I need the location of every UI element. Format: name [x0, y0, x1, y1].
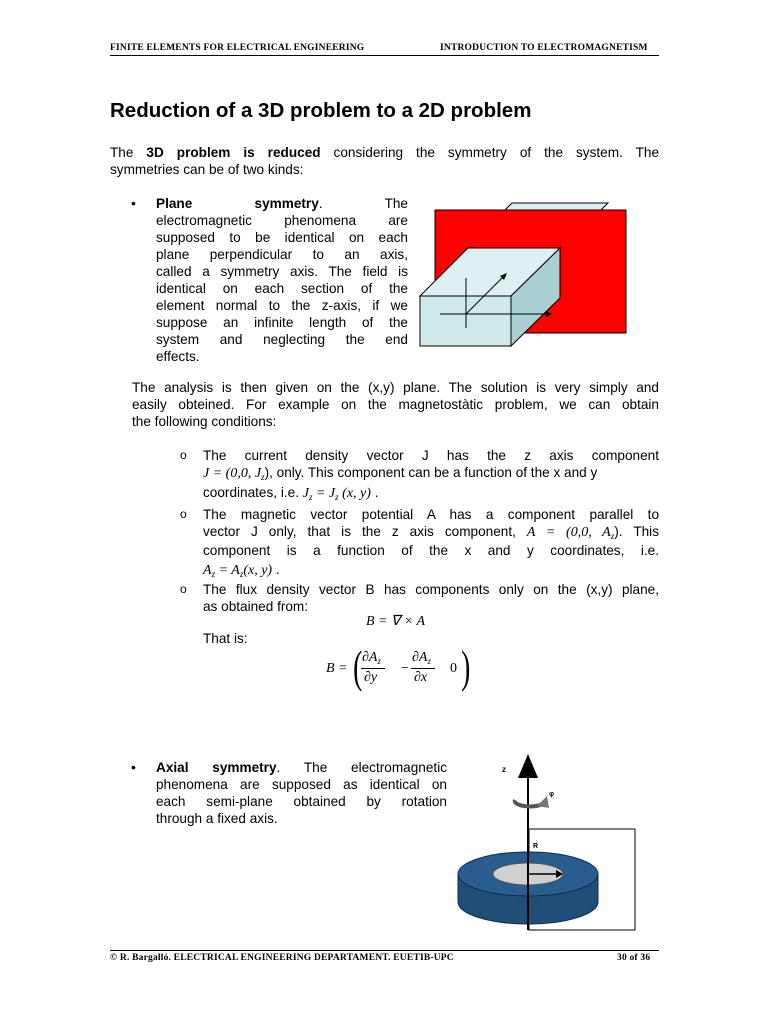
- page-title: Reduction of a 3D problem to a 2D problem: [110, 99, 532, 122]
- axial-symmetry-figure: [455, 752, 640, 934]
- label-phi: φ: [549, 791, 555, 798]
- copyright-symbol: ©: [110, 953, 118, 963]
- header-rule: [110, 55, 659, 56]
- axial-bold: Axial symmetry: [156, 760, 277, 775]
- z-axis-arrow: [518, 754, 538, 778]
- frac-bar-1: [361, 668, 385, 669]
- bullet-axial: •: [131, 759, 136, 775]
- analysis-paragraph: The analysis is then given on the (x,y) plane. The solution is very simply and easily obteined. For example on the magnetostàtic problem, we can obtain the following conditions:: [132, 380, 659, 429]
- right-paren: ): [461, 641, 471, 692]
- that-is-label: That is:: [203, 631, 248, 646]
- axial-symmetry-paragraph: Axial symmetry. The electromagnetic phenomena are supposed as identical on each semi-plane obtained by rotation through a fixed axis.: [156, 760, 448, 826]
- bullet-plane: •: [131, 195, 136, 211]
- header-right: INTRODUCTION TO ELECTROMAGNETISM: [440, 43, 648, 53]
- left-paren: (: [353, 641, 363, 692]
- intro-bold: 3D problem is reduced: [146, 145, 321, 160]
- matrix-equation: B = ( $\partial A_z$ ∂y − $\partial A_z$ ∂x 0 ): [326, 641, 471, 692]
- header-left: FINITE ELEMENTS FOR ELECTRICAL ENGINEERING: [110, 43, 365, 53]
- condition-1-marker: o: [180, 448, 187, 462]
- footer-rule: [110, 950, 659, 951]
- condition-1: The current density vector J has the z axis component J = (0,0, $J_z$), only. This component can be a function of the x and y coordinates, i.e. $J_z = J_z$ (x, y) .: [203, 448, 659, 502]
- plane-symmetry-paragraph: Plane symmetry. The electromagnetic phenomena are supposed to be identical on each plane perpendicular to an axis, called a symmetry axis. The field is identical on each section of the element normal to the z-axis, if we suppose an infinite length of the system and neglecting the end effects.: [156, 196, 408, 364]
- condition-2: The magnetic vector potential A has a component parallel to vector J only, that is the z axis component, A = (0,0, $A_z$). This component is a function of the x and y coordinates, i.e. $A_z = A_z(x$, y) .: [203, 507, 659, 579]
- label-z: z: [502, 765, 506, 774]
- plane-bold: Plane symmetry: [156, 196, 319, 211]
- intro-paragraph: The 3D problem is reduced considering the symmetry of the system. The symmetries can be of two kinds:: [110, 145, 659, 177]
- plane-symmetry-figure: [415, 198, 631, 350]
- rotation-arrowhead: [537, 796, 549, 808]
- curl-equation: B = ∇ × A: [366, 614, 426, 629]
- condition-3-marker: o: [180, 582, 187, 596]
- condition-3: The flux density vector B has components only on the (x,y) plane, as obtained from:: [203, 582, 659, 614]
- frac-bar-2: [411, 668, 435, 669]
- footer-left: © R. Bargalló. ELECTRICAL ENGINEERING DEPARTAMENT. EUETIB-UPC: [110, 953, 454, 963]
- condition-2-marker: o: [180, 507, 187, 521]
- label-r: R: [533, 843, 539, 850]
- back-box-top: [505, 203, 608, 210]
- footer-page-number: 30 of 36: [617, 953, 651, 963]
